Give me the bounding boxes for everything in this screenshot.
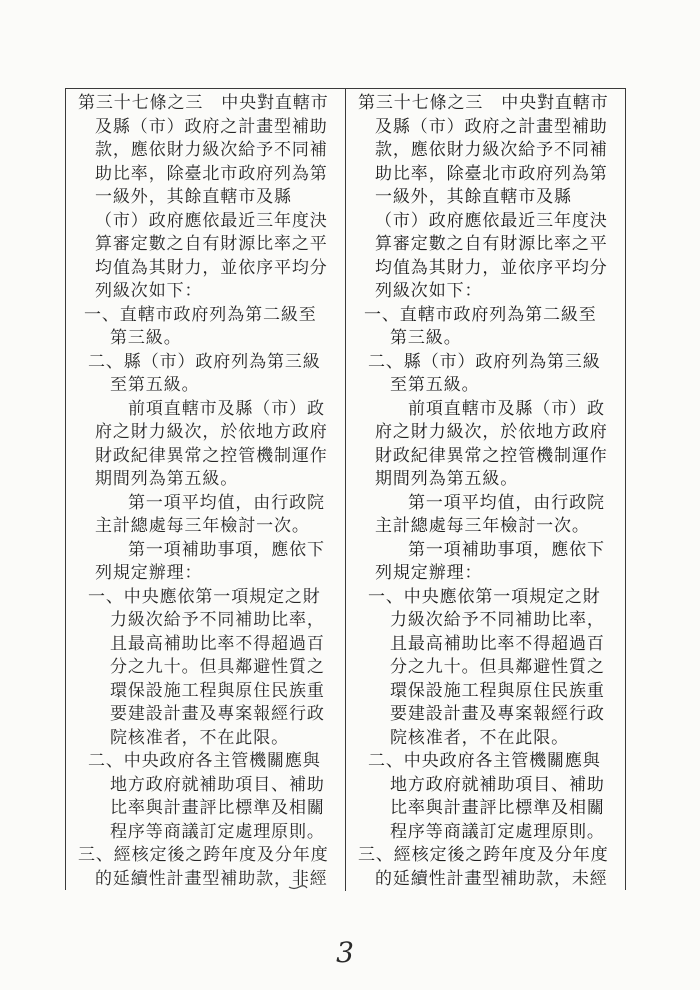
text-line: 府之財力級次，於依地方政府 bbox=[375, 422, 608, 442]
text-line: 比率與計畫評比標準及相關 bbox=[390, 798, 605, 818]
text-line: 均值為其財力，並依序平均分 bbox=[375, 257, 608, 278]
text-line: （市）政府應依最近三年度決 bbox=[375, 210, 608, 231]
text-line: 算審定數之自有財源比率之平 bbox=[375, 234, 608, 254]
text-line: 期間列為第五級。 bbox=[95, 469, 239, 489]
text-line: 財政紀律異常之控管機制運作 bbox=[95, 445, 328, 466]
text-line: 比率與計畫評比標準及相關 bbox=[110, 798, 325, 818]
handwritten-underline-mark bbox=[288, 884, 308, 891]
text-line: 且最高補助比率不得超過百 bbox=[390, 633, 605, 654]
text-line: 程序等商議訂定處理原則。 bbox=[390, 821, 605, 842]
text-line: 的延續性計畫型補助款，未經 bbox=[375, 868, 608, 889]
text-line: 地方政府就補助項目、補助 bbox=[390, 774, 605, 795]
text-line: 環保設施工程與原住民族重 bbox=[390, 680, 605, 701]
text-line: 力級次給予不同補助比率， bbox=[390, 610, 605, 630]
text-line: 第一項平均值，由行政院 bbox=[128, 492, 325, 513]
text-line: 二、縣（市）政府列為第三級 bbox=[88, 351, 321, 372]
text-line: 二、中央政府各主管機關應與 bbox=[88, 751, 321, 771]
text-line: （市）政府應依最近三年度決 bbox=[95, 210, 328, 231]
text-line: 第三十七條之三 中央對直轄市 bbox=[78, 93, 329, 113]
text-line: 列規定辦理： bbox=[375, 563, 483, 583]
text-line: 要建設計畫及專案報經行政 bbox=[390, 704, 605, 724]
text-line: 的延續性計畫型補助款，非經 bbox=[95, 868, 328, 889]
text-line: 一級外，其餘直轄市及縣 bbox=[95, 187, 292, 207]
text-line: 一、中央應依第一項規定之財 bbox=[368, 586, 601, 607]
text-line: 主計總處每三年檢討一次。 bbox=[375, 516, 590, 536]
text-line: 分之九十。但具鄰避性質之 bbox=[110, 657, 325, 677]
comparison-table bbox=[65, 88, 626, 890]
text-line: 至第五級。 bbox=[390, 375, 480, 395]
text-line: 力級次給予不同補助比率， bbox=[110, 610, 325, 630]
right-column bbox=[358, 92, 626, 891]
text-line: 款，應依財力級次給予不同補 bbox=[375, 140, 608, 160]
page-number: 3 bbox=[336, 936, 354, 969]
text-line: 要建設計畫及專案報經行政 bbox=[110, 704, 325, 724]
text-line: 算審定數之自有財源比率之平 bbox=[95, 234, 328, 254]
text-line: 列級次如下： bbox=[375, 281, 483, 301]
text-line: 院核准者，不在此限。 bbox=[110, 727, 289, 748]
text-line: 二、縣（市）政府列為第三級 bbox=[368, 351, 601, 372]
text-line: 二、中央政府各主管機關應與 bbox=[368, 751, 601, 771]
text-line: 期間列為第五級。 bbox=[375, 469, 519, 489]
text-line: 府之財力級次，於依地方政府 bbox=[95, 422, 328, 442]
text-line: 前項直轄市及縣（市）政 bbox=[128, 398, 325, 419]
text-line: 地方政府就補助項目、補助 bbox=[110, 774, 325, 795]
text-line: 第一項平均值，由行政院 bbox=[408, 492, 605, 513]
text-line: 款，應依財力級次給予不同補 bbox=[95, 140, 328, 160]
text-line: 列級次如下： bbox=[95, 281, 203, 301]
text-line: 主計總處每三年檢討一次。 bbox=[95, 516, 310, 536]
text-line: 第三十七條之三 中央對直轄市 bbox=[358, 93, 609, 113]
text-line: 第三級。 bbox=[390, 328, 462, 348]
text-line: 至第五級。 bbox=[110, 375, 200, 395]
text-line: 前項直轄市及縣（市）政 bbox=[408, 398, 605, 419]
text-line: 均值為其財力，並依序平均分 bbox=[95, 257, 328, 278]
text-line: 一、中央應依第一項規定之財 bbox=[88, 586, 321, 607]
text-line: 一、直轄市政府列為第二級至 bbox=[84, 304, 317, 325]
text-line: 財政紀律異常之控管機制運作 bbox=[375, 445, 608, 466]
column-divider bbox=[345, 89, 346, 891]
text-line: 分之九十。但具鄰避性質之 bbox=[390, 657, 605, 677]
text-line: 及縣（市）政府之計畫型補助 bbox=[95, 116, 328, 137]
text-line: 三、經核定後之跨年度及分年度 bbox=[78, 845, 329, 865]
text-line: 且最高補助比率不得超過百 bbox=[110, 633, 325, 654]
text-line: 一、直轄市政府列為第二級至 bbox=[364, 304, 597, 325]
text-line: 第一項補助事項，應依下 bbox=[408, 539, 605, 560]
text-line: 院核准者，不在此限。 bbox=[390, 727, 569, 748]
text-line: 第一項補助事項，應依下 bbox=[128, 539, 325, 560]
text-line: 助比率，除臺北市政府列為第 bbox=[375, 163, 608, 184]
text-line: 三、經核定後之跨年度及分年度 bbox=[358, 845, 609, 865]
left-column bbox=[78, 92, 346, 891]
text-line: 環保設施工程與原住民族重 bbox=[110, 680, 325, 701]
text-line: 及縣（市）政府之計畫型補助 bbox=[375, 116, 608, 137]
text-line: 列規定辦理： bbox=[95, 563, 203, 583]
text-line: 助比率，除臺北市政府列為第 bbox=[95, 163, 328, 184]
text-line: 第三級。 bbox=[110, 328, 182, 348]
text-line: 程序等商議訂定處理原則。 bbox=[110, 821, 325, 842]
text-line: 一級外，其餘直轄市及縣 bbox=[375, 187, 572, 207]
